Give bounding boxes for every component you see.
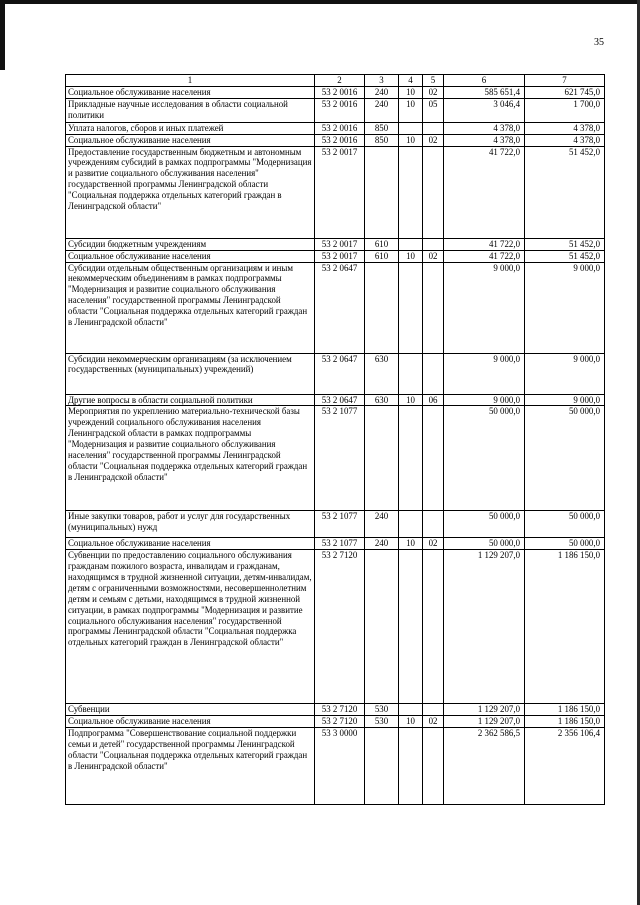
row-pr	[423, 728, 444, 805]
row-year2: 621 745,0	[525, 86, 605, 98]
row-pr: 02	[423, 250, 444, 262]
row-rz	[399, 238, 423, 250]
row-rz: 10	[399, 250, 423, 262]
table-row	[66, 406, 605, 511]
row-name: Иные закупки товаров, работ и услуг для государственных (муниципальных) нужд	[66, 511, 315, 538]
row-csr: 53 2 0647	[315, 353, 365, 394]
row-vr: 630	[365, 394, 399, 406]
row-name: Предоставление государственным бюджетным и автономным учреждениям субсидий в рамках подпрограммы "Модернизация и развитие социального обслуживания населения" государственной программы Ленинградской области "Социальная поддержка отдельных категорий граждан в Ленинградской области"	[66, 146, 315, 238]
row-year2: 50 000,0	[525, 538, 605, 550]
row-vr: 240	[365, 98, 399, 122]
header-cell: 1	[66, 75, 315, 87]
row-pr	[423, 511, 444, 538]
row-name: Социальное обслуживание населения	[66, 86, 315, 98]
row-csr: 53 2 7120	[315, 550, 365, 704]
row-vr: 240	[365, 86, 399, 98]
row-rz	[399, 406, 423, 511]
row-pr: 02	[423, 538, 444, 550]
row-vr: 530	[365, 716, 399, 728]
row-rz	[399, 122, 423, 134]
row-name: Субсидии некоммерческим организациям (за исключением государственных (муниципальных) учреждений)	[66, 353, 315, 394]
row-vr: 630	[365, 353, 399, 394]
row-year2: 51 452,0	[525, 238, 605, 250]
row-year1: 2 362 586,5	[444, 728, 525, 805]
row-csr: 53 3 0000	[315, 728, 365, 805]
table-row	[66, 550, 605, 704]
row-csr: 53 2 0017	[315, 146, 365, 238]
row-year2: 51 452,0	[525, 250, 605, 262]
row-rz	[399, 511, 423, 538]
row-vr	[365, 262, 399, 353]
row-csr: 53 2 0017	[315, 250, 365, 262]
row-rz	[399, 550, 423, 704]
row-year2: 50 000,0	[525, 406, 605, 511]
table-row	[66, 250, 605, 262]
row-pr	[423, 122, 444, 134]
row-year1: 1 129 207,0	[444, 704, 525, 716]
row-csr: 53 2 1077	[315, 511, 365, 538]
row-vr: 530	[365, 704, 399, 716]
table-row	[66, 511, 605, 538]
row-rz: 10	[399, 86, 423, 98]
row-name: Прикладные научные исследования в области социальной политики	[66, 98, 315, 122]
row-name: Субсидии отдельным общественным организациям и иным некоммерческим объединениям в рамках подпрограммы "Модернизация и развитие социального обслуживания населения" государственной программы Ленинградской области "Социальная поддержка отдельных категорий граждан в Ленинградской области"	[66, 262, 315, 353]
row-pr	[423, 238, 444, 250]
row-rz: 10	[399, 394, 423, 406]
header-cell: 3	[365, 75, 399, 87]
row-csr: 53 2 7120	[315, 704, 365, 716]
row-year1: 4 378,0	[444, 122, 525, 134]
row-year2: 1 186 150,0	[525, 550, 605, 704]
row-year2: 51 452,0	[525, 146, 605, 238]
row-name: Подпрограмма "Совершенствование социальной поддержки семьи и детей" государственной программы Ленинградской области "Социальная поддержка отдельных категорий граждан в Ленинградской области"	[66, 728, 315, 805]
budget-table	[65, 74, 605, 805]
row-vr	[365, 406, 399, 511]
row-rz	[399, 146, 423, 238]
row-pr	[423, 704, 444, 716]
table-row	[66, 86, 605, 98]
table-row	[66, 238, 605, 250]
row-rz	[399, 262, 423, 353]
row-year2: 50 000,0	[525, 511, 605, 538]
header-cell: 6	[444, 75, 525, 87]
row-pr: 02	[423, 86, 444, 98]
row-csr: 53 2 0647	[315, 394, 365, 406]
row-year1: 41 722,0	[444, 250, 525, 262]
row-year2: 4 378,0	[525, 122, 605, 134]
row-year2: 4 378,0	[525, 134, 605, 146]
row-year2: 9 000,0	[525, 394, 605, 406]
header-cell: 5	[423, 75, 444, 87]
row-name: Уплата налогов, сборов и иных платежей	[66, 122, 315, 134]
row-name: Другие вопросы в области социальной политики	[66, 394, 315, 406]
row-year1: 50 000,0	[444, 406, 525, 511]
row-year1: 1 129 207,0	[444, 716, 525, 728]
row-name: Социальное обслуживание населения	[66, 538, 315, 550]
row-name: Субсидии бюджетным учреждениям	[66, 238, 315, 250]
row-vr	[365, 550, 399, 704]
row-pr	[423, 550, 444, 704]
row-name: Социальное обслуживание населения	[66, 250, 315, 262]
table-row	[66, 146, 605, 238]
row-csr: 53 2 1077	[315, 538, 365, 550]
row-pr	[423, 353, 444, 394]
row-year1: 3 046,4	[444, 98, 525, 122]
row-vr	[365, 728, 399, 805]
row-pr: 02	[423, 134, 444, 146]
row-rz: 10	[399, 98, 423, 122]
table-row	[66, 262, 605, 353]
row-year1: 9 000,0	[444, 262, 525, 353]
row-year2: 9 000,0	[525, 262, 605, 353]
header-cell: 7	[525, 75, 605, 87]
row-year2: 1 186 150,0	[525, 704, 605, 716]
row-year2: 1 700,0	[525, 98, 605, 122]
row-pr: 05	[423, 98, 444, 122]
row-year1: 41 722,0	[444, 146, 525, 238]
row-name: Мероприятия по укреплению материально-технической базы учреждений социального обслуживания населения Ленинградской области в рамках подпрограммы "Модернизация и развитие социального обслуживания населения" государственной программы Ленинградской области "Социальная поддержка отдельных категорий граждан в Ленинградской области"	[66, 406, 315, 511]
row-vr: 850	[365, 122, 399, 134]
row-vr: 240	[365, 538, 399, 550]
scan-border-top	[0, 0, 640, 4]
table-row	[66, 353, 605, 394]
row-year2: 9 000,0	[525, 353, 605, 394]
row-rz: 10	[399, 538, 423, 550]
table-row	[66, 98, 605, 122]
table-row	[66, 134, 605, 146]
row-name: Социальное обслуживание населения	[66, 716, 315, 728]
row-pr	[423, 146, 444, 238]
row-name: Социальное обслуживание населения	[66, 134, 315, 146]
row-rz: 10	[399, 716, 423, 728]
row-year1: 9 000,0	[444, 394, 525, 406]
row-year1: 41 722,0	[444, 238, 525, 250]
row-rz	[399, 704, 423, 716]
table-row	[66, 716, 605, 728]
row-year2: 2 356 106,4	[525, 728, 605, 805]
row-rz	[399, 728, 423, 805]
row-rz: 10	[399, 134, 423, 146]
row-csr: 53 2 0016	[315, 98, 365, 122]
table-row	[66, 704, 605, 716]
row-csr: 53 2 0647	[315, 262, 365, 353]
scan-border-left	[0, 0, 5, 70]
row-name: Субвенции	[66, 704, 315, 716]
row-vr: 610	[365, 238, 399, 250]
row-pr: 02	[423, 716, 444, 728]
table-header-row	[66, 75, 605, 87]
header-cell: 2	[315, 75, 365, 87]
row-year1: 50 000,0	[444, 511, 525, 538]
table-row	[66, 122, 605, 134]
table-row	[66, 394, 605, 406]
row-csr: 53 2 0017	[315, 238, 365, 250]
row-year1: 1 129 207,0	[444, 550, 525, 704]
row-vr: 240	[365, 511, 399, 538]
row-pr: 06	[423, 394, 444, 406]
row-csr: 53 2 1077	[315, 406, 365, 511]
row-csr: 53 2 0016	[315, 134, 365, 146]
row-pr	[423, 262, 444, 353]
row-rz	[399, 353, 423, 394]
row-year1: 9 000,0	[444, 353, 525, 394]
row-year1: 585 651,4	[444, 86, 525, 98]
row-year1: 50 000,0	[444, 538, 525, 550]
table-row	[66, 538, 605, 550]
row-csr: 53 2 0016	[315, 122, 365, 134]
row-vr	[365, 146, 399, 238]
row-vr: 850	[365, 134, 399, 146]
table-row	[66, 728, 605, 805]
row-name: Субвенции по предоставлению социального обслуживания гражданам пожилого возраста, инвалидам и гражданам, находящимся в трудной жизненной ситуации, детям-инвалидам, детям с ограниченными возможностями, несовершеннолетним детям и семьям с детьми, находящимся в трудной жизненной ситуации, в рамках подпрограммы "Модернизация и развитие социального обслуживания населения" государственной программы Ленинградской области "Социальная поддержка отдельных категорий граждан в Ленинградской области"	[66, 550, 315, 704]
row-year1: 4 378,0	[444, 134, 525, 146]
row-csr: 53 2 7120	[315, 716, 365, 728]
header-cell: 4	[399, 75, 423, 87]
row-vr: 610	[365, 250, 399, 262]
row-pr	[423, 406, 444, 511]
row-csr: 53 2 0016	[315, 86, 365, 98]
row-year2: 1 186 150,0	[525, 716, 605, 728]
page-number: 35	[594, 37, 604, 48]
